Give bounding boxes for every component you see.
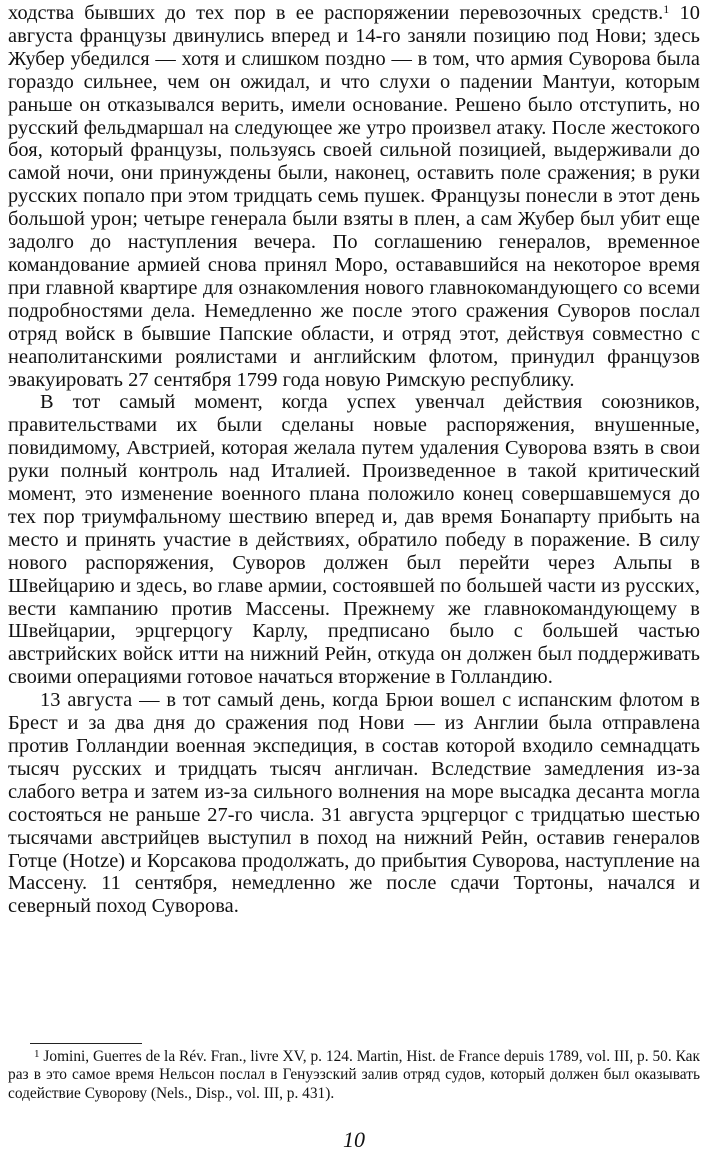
paragraph-1-text-end: 10 августа французы двинулись вперед и 14-го заняли позицию под Нови; здесь Жубер убедился — хотя и слишком поздно — в том, что армия Суворова была гораздо сильнее, чем он ожидал, и что слухи о падении Мантуи, которым раньше он отказывался верить, имели основание. Решено было отступить, но русский фельдмаршал на следующее же утро произвел атаку. После жестокого боя, который французы, пользуясь своей сильной позицией, выдерживали до самой ночи, они принуждены были, наконец, оставить поле сражения; в руки русских попало при этом тридцать семь пушек. Французы понесли в этот день большой урон; четыре генерала были взяты в плен, а сам Жубер был убит еще задолго до наступления вечера. По соглашению генералов, временное командование армией снова принял Моро, остававшийся на некоторое время при главной квартире для ознакомления нового главнокомандующего со всеми подробностями дела. Немедленно же после этого сражения Суворов послал отряд войск в бывшие Папские области, и отряд этот, действуя совместно с неаполитанскими роялистами и английским флотом, принудил французов эвакуировать 27 сентября 1799 года новую Римскую республику. [8,2,700,391]
paragraph-1-text-start: ходства бывших до тех пор в ее распоряжении перевозочных средств. [8,2,664,24]
footnote-divider [30,1043,142,1044]
footnote-number: 1 [34,1048,40,1060]
book-page [8,2,700,1158]
paragraph-2: В тот самый момент, когда успех увенчал действия союзников, правительствами их были сделаны новые распоряжения, внушенные, повидимому, Австрией, которая желала путем удаления Суворова взять в свои руки полный контроль над Италией. Произведенное в такой критический момент, это изменение военного плана положило конец совершавшемуся до тех пор триумфальному шествию вперед и, дав время Бонапарту прибыть на место и принять участие в действиях, обратило победу в поражение. В силу нового распоряжения, Суворов должен был перейти через Альпы в Швейцарию и здесь, во главе армии, состоявшей по большей части из русских, вести кампанию против Массены. Прежнему же главнокомандующему в Швейцарии, эрцгерцогу Карлу, предписано было с большей частью австрийских войск итти на нижний Рейн, откуда он должен был поддерживать своими операциями готовое начаться вторжение в Голландию. [8,391,700,689]
paragraph-continuation [8,2,700,391]
footnote-reference: 1 [663,2,670,16]
footnote [8,1048,700,1103]
page-number: 10 [343,1127,365,1152]
paragraph-3: 13 августа — в тот самый день, когда Брюи вошел с испанским флотом в Брест и за два дня до сражения под Нови — из Англии была отправлена против Голландии военная экспедиция, в состав которой входило семнадцать тысяч русских и тридцать тысяч англичан. Вследствие замедления из-за слабого ветра и затем из-за сильного волнения на море высадка десанта могла состояться не раньше 27-го числа. 31 августа эрцгерцог с тридцатью шестью тысячами австрийцев выступил в поход на нижний Рейн, оставив генералов Готце (Hotze) и Корсакова продолжать, до прибытия Суворова, наступление на Массену. 11 сентября, немедленно же после сдачи Тортоны, начался и северный поход Суворова. [8,689,700,918]
footnote-text: Jomini, Guerres de la Rév. Fran., livre XV, p. 124. Martin, Hist. de France depuis 1789, vol. III, p. 50. Как раз в это самое время Нельсон послал в Генуэзский залив отряд судов, который должен был оказывать содействие Суворову (Nels., Disp., vol. III, p. 431). [8,1048,700,1102]
